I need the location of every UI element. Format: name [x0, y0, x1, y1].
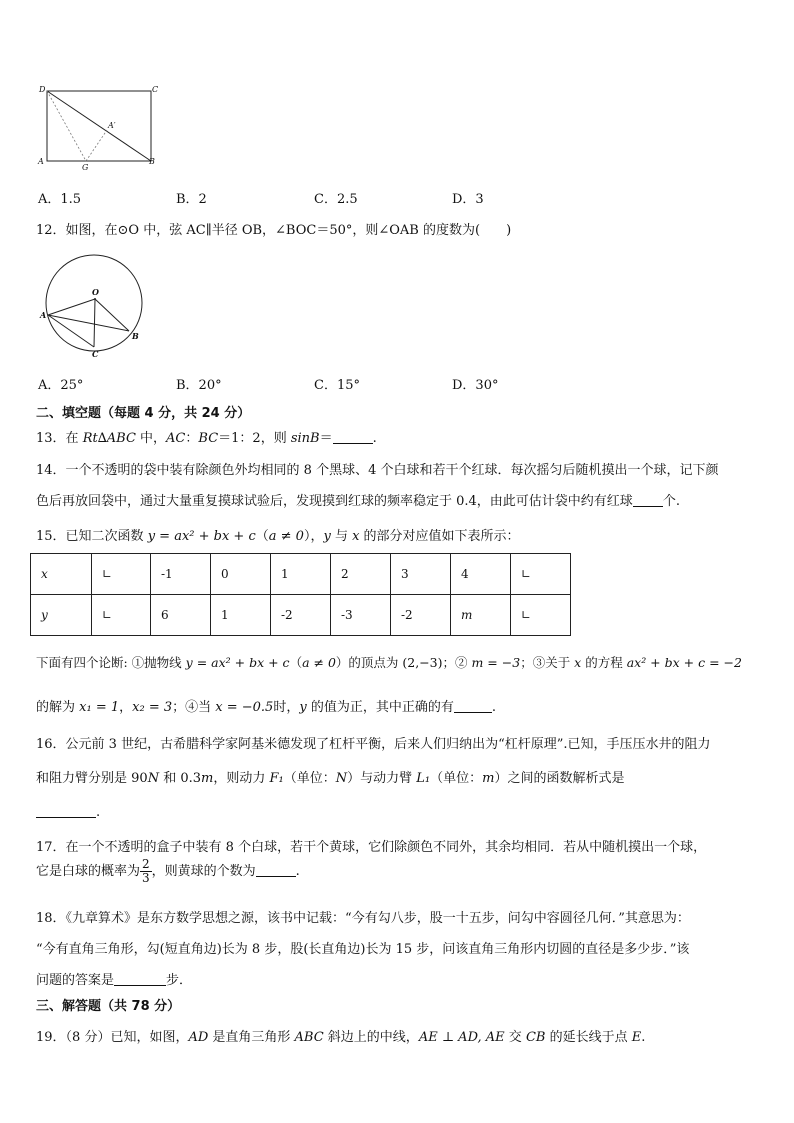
- q13-triangle: Rt∆ABC: [82, 431, 136, 446]
- q14-text: 个.: [662, 494, 680, 509]
- q19-condition: AE ⊥ AD, AE: [418, 1030, 505, 1045]
- label-a: A: [40, 310, 47, 320]
- q15-text: 与: [330, 529, 353, 544]
- q16-line2: [36, 767, 624, 786]
- q15-text: 时，: [273, 700, 300, 715]
- q15-var: y: [323, 529, 331, 544]
- table-cell: m: [451, 595, 511, 636]
- q13-text: 13．在: [36, 431, 83, 446]
- q18-line1: 18．《九章算术》是东方数学思想之源，该书中记载：“今有勾八步，股一十五步，问勾中容圆径几何．”其意思为：: [36, 911, 690, 926]
- q16-text: .: [96, 805, 101, 820]
- q19-text: 斜边上的中线，: [323, 1030, 419, 1045]
- q15-var: x: [352, 529, 360, 544]
- q15-condition: a ≠ 0: [268, 529, 304, 544]
- q15-root: x₂ = 3: [132, 700, 173, 715]
- fraction: [140, 858, 152, 885]
- q15-text: ）的顶点为: [335, 655, 403, 670]
- q15-text: 的部分对应值如下表所示：: [359, 529, 520, 544]
- line-oc: [94, 299, 95, 347]
- q15-text: .: [491, 700, 496, 715]
- q19-text: 是直角三角形: [208, 1030, 295, 1045]
- q15-text: ；③关于: [520, 655, 575, 670]
- label-a-prime: A′: [108, 121, 116, 130]
- circle-figure: [34, 250, 154, 360]
- table-cell: ∟: [92, 554, 151, 595]
- table-cell: ∟: [92, 595, 151, 636]
- label-b: B: [132, 331, 139, 341]
- q19-text: 交: [504, 1030, 526, 1045]
- option-a: A．1.5: [38, 192, 82, 207]
- table-cell: ∟: [511, 554, 571, 595]
- table-cell: 1: [271, 554, 331, 595]
- q15-statements-line1: [36, 653, 742, 671]
- q19-text: .: [641, 1030, 646, 1045]
- answer-blank: [114, 973, 166, 986]
- q13-sin: sinB: [290, 431, 320, 446]
- q15-text: （: [255, 529, 269, 544]
- q14-line1: 14．一个不透明的袋中装有除颜色外均相同的 8 个黑球、4 个白球和若干个红球．每次摇匀后随机摸出一个球，记下颜: [36, 463, 719, 478]
- denominator: 3: [142, 871, 150, 885]
- option-b: B．2: [176, 192, 207, 207]
- q18-text: 步．: [166, 973, 193, 988]
- table-cell: -3: [331, 595, 391, 636]
- q16-unit: N: [147, 771, 160, 786]
- table-cell: 6: [151, 595, 211, 636]
- q17-line2: [36, 858, 300, 885]
- q16-text: ，则动力: [213, 771, 270, 786]
- label-o: O: [92, 287, 99, 297]
- q16-text: 和 0.3: [159, 771, 202, 786]
- rectangle-figure: [34, 82, 164, 172]
- q13-text: ＝1：2，则: [218, 431, 291, 446]
- table-cell: 3: [391, 554, 451, 595]
- q16-var: L₁: [416, 771, 431, 786]
- q19-text: 的延长线于点: [545, 1030, 632, 1045]
- q19-var: ABC: [294, 1030, 324, 1045]
- value-table: [30, 553, 571, 636]
- radius-ob: [95, 299, 129, 331]
- q15-function: y = ax² + bx + c: [185, 655, 290, 670]
- fold-line-ga: [86, 130, 107, 161]
- q16-text: ）之间的函数解析式是: [494, 771, 625, 786]
- answer-blank: [633, 494, 663, 507]
- q16-line1: 16．公元前 3 世纪，古希腊科学家阿基米德发现了杠杆平衡，后来人们归纳出为“杠杆原理”.已知，手压压水井的阻力: [36, 737, 711, 752]
- option-a: A．25°: [38, 378, 84, 393]
- q19: [36, 1026, 645, 1045]
- q12-text: 12．如图，在⊙O 中，弦 AC∥半径 OB，∠BOC＝50°，则∠OAB 的度数为( ): [36, 223, 512, 238]
- q18-line2: “今有直角三角形，勾(短直角边)长为 8 步，股(长直角边)长为 15 步，问该直角三角形内切圆的直径是多少步．”该: [36, 942, 690, 957]
- line-oa: [48, 299, 95, 315]
- q16-var: F₁: [269, 771, 284, 786]
- label-c: C: [92, 349, 99, 359]
- q13: [36, 427, 377, 446]
- q15-text: 的解为: [36, 700, 80, 715]
- q16-text: （单位：: [283, 771, 336, 786]
- label-d: D: [39, 85, 46, 94]
- table-cell: 2: [331, 554, 391, 595]
- q15-text: 下面有四个论断: ①抛物线: [36, 655, 186, 670]
- q15-m: m = −3: [471, 655, 521, 670]
- table-row: [31, 554, 571, 595]
- option-c: C．15°: [314, 378, 360, 393]
- table-cell: -1: [151, 554, 211, 595]
- q15-text: ；②: [442, 655, 472, 670]
- q19-var: CB: [525, 1030, 546, 1045]
- q14-text: 色后再放回袋中，通过大量重复摸球试验后，发现摸到红球的频率稳定于 0.4，由此可估计袋中约有红球: [36, 494, 633, 509]
- table-cell: 4: [451, 554, 511, 595]
- numerator: 2: [142, 857, 150, 871]
- q19-var: AD: [188, 1030, 209, 1045]
- q18-text: 问题的答案是: [36, 973, 115, 988]
- section-title-fill-in: 二、填空题（每题 4 分，共 24 分）: [36, 406, 251, 421]
- q16-text: 和阻力臂分别是 90: [36, 771, 148, 786]
- q16-unit: m: [482, 771, 495, 786]
- q15-var: y: [299, 700, 307, 715]
- option-b: B．20°: [176, 378, 222, 393]
- q15-statements-line2: [36, 696, 496, 715]
- q15-var: x: [574, 655, 582, 670]
- q15-function: y = ax² + bx + c: [147, 529, 256, 544]
- table-cell: 0: [211, 554, 271, 595]
- q15-condition: x = −0.5: [215, 700, 274, 715]
- q17-text: .: [295, 864, 300, 879]
- option-d: D．30°: [452, 378, 499, 393]
- label-g: G: [82, 163, 89, 172]
- table-cell: x: [31, 554, 92, 595]
- q15-text: ），: [303, 529, 324, 544]
- table-cell: -2: [271, 595, 331, 636]
- diagonal-db: [47, 91, 151, 161]
- label-b: B: [149, 157, 155, 166]
- fold-line-dg: [47, 91, 86, 161]
- q13-side: AC: [166, 431, 186, 446]
- label-c: C: [152, 85, 159, 94]
- q14-line2: [36, 490, 680, 509]
- q15-equation: ax² + bx + c = −2: [626, 655, 742, 670]
- q15-intro: [36, 525, 520, 544]
- q15-text: ，: [119, 700, 133, 715]
- center-dot: [94, 298, 96, 300]
- q15-text: 的值为正，其中正确的有: [306, 700, 454, 715]
- q15-text: 的方程: [581, 655, 627, 670]
- option-c: C．2.5: [314, 192, 358, 207]
- q16-unit: m: [201, 771, 214, 786]
- q17-text: ，则黄球的个数为: [151, 864, 256, 879]
- q17-text: 它是白球的概率为: [36, 864, 141, 879]
- q15-condition: a ≠ 0: [302, 655, 336, 670]
- answer-blank: [256, 864, 296, 877]
- q15-text: 15．已知二次函数: [36, 529, 148, 544]
- q15-root: x₁ = 1: [79, 700, 120, 715]
- q17-line1: 17．在一个不透明的盒子中装有 8 个白球，若干个黄球，它们除颜色不同外，其余均相同．若从中随机摸出一个球，: [36, 840, 707, 855]
- q19-text: 19．（8 分）已知，如图，: [36, 1030, 189, 1045]
- label-a: A: [38, 157, 44, 166]
- q13-text: 中，: [135, 431, 167, 446]
- q16-text: （单位：: [430, 771, 483, 786]
- table-cell: -2: [391, 595, 451, 636]
- q16-text: ）与动力臂: [347, 771, 417, 786]
- q19-var: E: [631, 1030, 642, 1045]
- table-cell: y: [31, 595, 92, 636]
- table-row: [31, 595, 571, 636]
- option-d: D．3: [452, 192, 484, 207]
- table-cell: ∟: [511, 595, 571, 636]
- q13-side: BC: [198, 431, 219, 446]
- answer-blank: [36, 805, 96, 818]
- section-title-solutions: 三、解答题（共 78 分）: [36, 999, 181, 1014]
- q15-vertex: (2,−3): [402, 655, 443, 670]
- q13-text: ＝: [319, 431, 333, 446]
- q13-text: .: [372, 431, 377, 446]
- answer-blank: [333, 431, 373, 444]
- q16-line3: [36, 805, 100, 820]
- q13-text: ：: [185, 431, 199, 446]
- q18-line3: [36, 969, 192, 988]
- answer-blank: [454, 700, 492, 713]
- table-cell: 1: [211, 595, 271, 636]
- q15-text: （: [289, 655, 303, 670]
- q16-unit: N: [335, 771, 348, 786]
- q15-text: ；④当: [172, 700, 216, 715]
